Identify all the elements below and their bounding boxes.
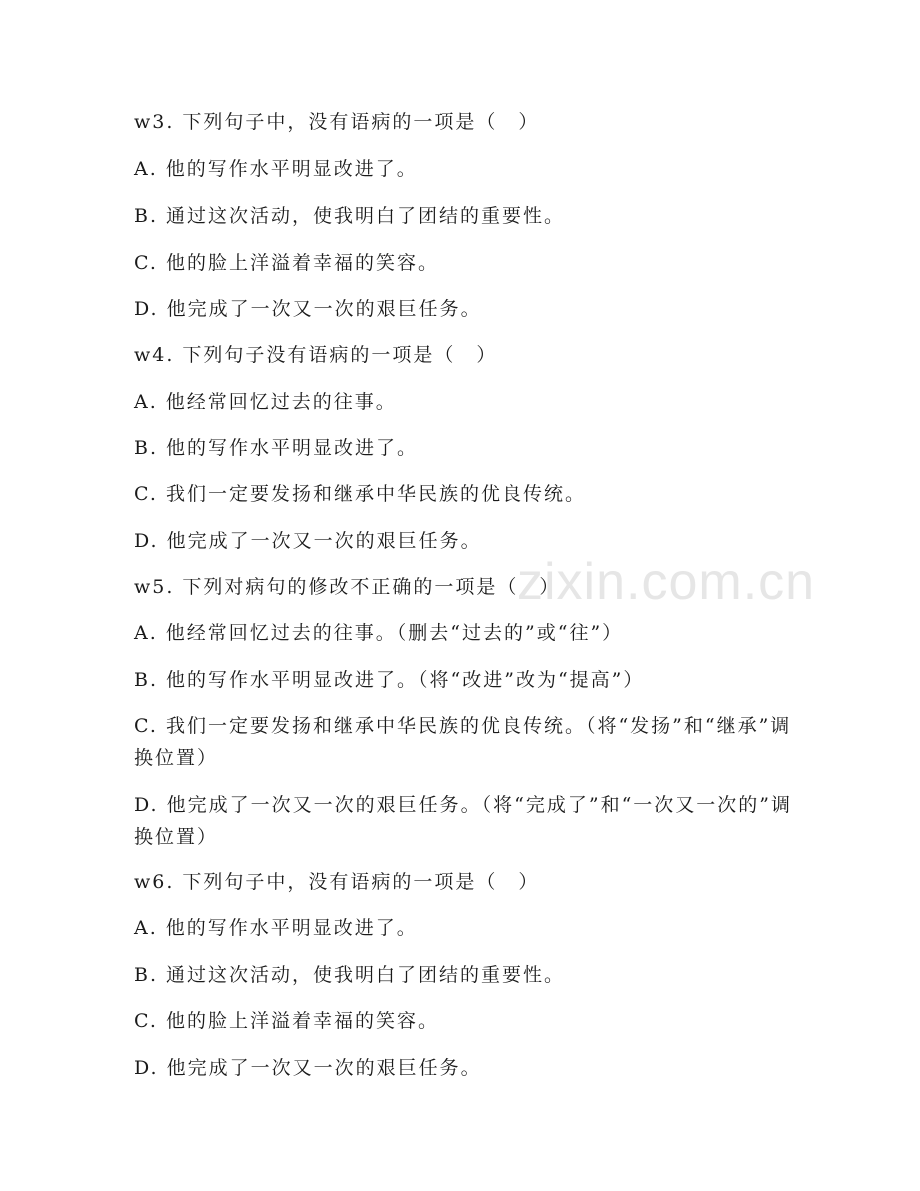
question-w4-option-d: D. 他完成了一次又一次的艰巨任务。 xyxy=(134,530,482,552)
question-w5-option-a: A. 他经常回忆过去的往事。（删去“过去的”或“往”） xyxy=(134,622,624,644)
question-w6-option-c: C. 他的脸上洋溢着幸福的笑容。 xyxy=(134,1010,439,1032)
question-w6-option-d: D. 他完成了一次又一次的艰巨任务。 xyxy=(134,1057,482,1079)
question-w5-option-c: C. 我们一定要发扬和继承中华民族的优良传统。（将“发扬”和“继承”调换位置） xyxy=(134,715,792,769)
question-stem-w3: w3. 下列句子中，没有语病的一项是（ ） xyxy=(134,111,540,133)
question-w3-option-c: C. 他的脸上洋溢着幸福的笑容。 xyxy=(134,252,439,274)
question-w5-option-d: D. 他完成了一次又一次的艰巨任务。（将“完成了”和“一次又一次的”调换位置） xyxy=(134,794,792,848)
question-w5-option-b: B. 他的写作水平明显改进了。（将“改进”改为“提高”） xyxy=(134,669,645,691)
question-w4-option-a: A. 他经常回忆过去的往事。 xyxy=(134,391,397,413)
question-stem-w5: w5. 下列对病句的修改不正确的一项是（ ） xyxy=(134,576,561,598)
question-w4-option-b: B. 他的写作水平明显改进了。 xyxy=(134,437,419,459)
question-w3-option-d: D. 他完成了一次又一次的艰巨任务。 xyxy=(134,298,482,320)
question-w3-option-b: B. 通过这次活动，使我明白了团结的重要性。 xyxy=(134,205,566,227)
question-w6-option-b: B. 通过这次活动，使我明白了团结的重要性。 xyxy=(134,964,566,986)
question-w3-option-a: A. 他的写作水平明显改进了。 xyxy=(134,158,418,180)
watermark: zixin.com.cn xyxy=(517,553,816,611)
question-w6-option-a: A. 他的写作水平明显改进了。 xyxy=(134,917,418,939)
question-w4-option-c: C. 我们一定要发扬和继承中华民族的优良传统。 xyxy=(134,483,586,505)
question-stem-w6: w6. 下列句子中，没有语病的一项是（ ） xyxy=(134,871,540,893)
question-stem-w4: w4. 下列句子没有语病的一项是（ ） xyxy=(134,344,498,366)
